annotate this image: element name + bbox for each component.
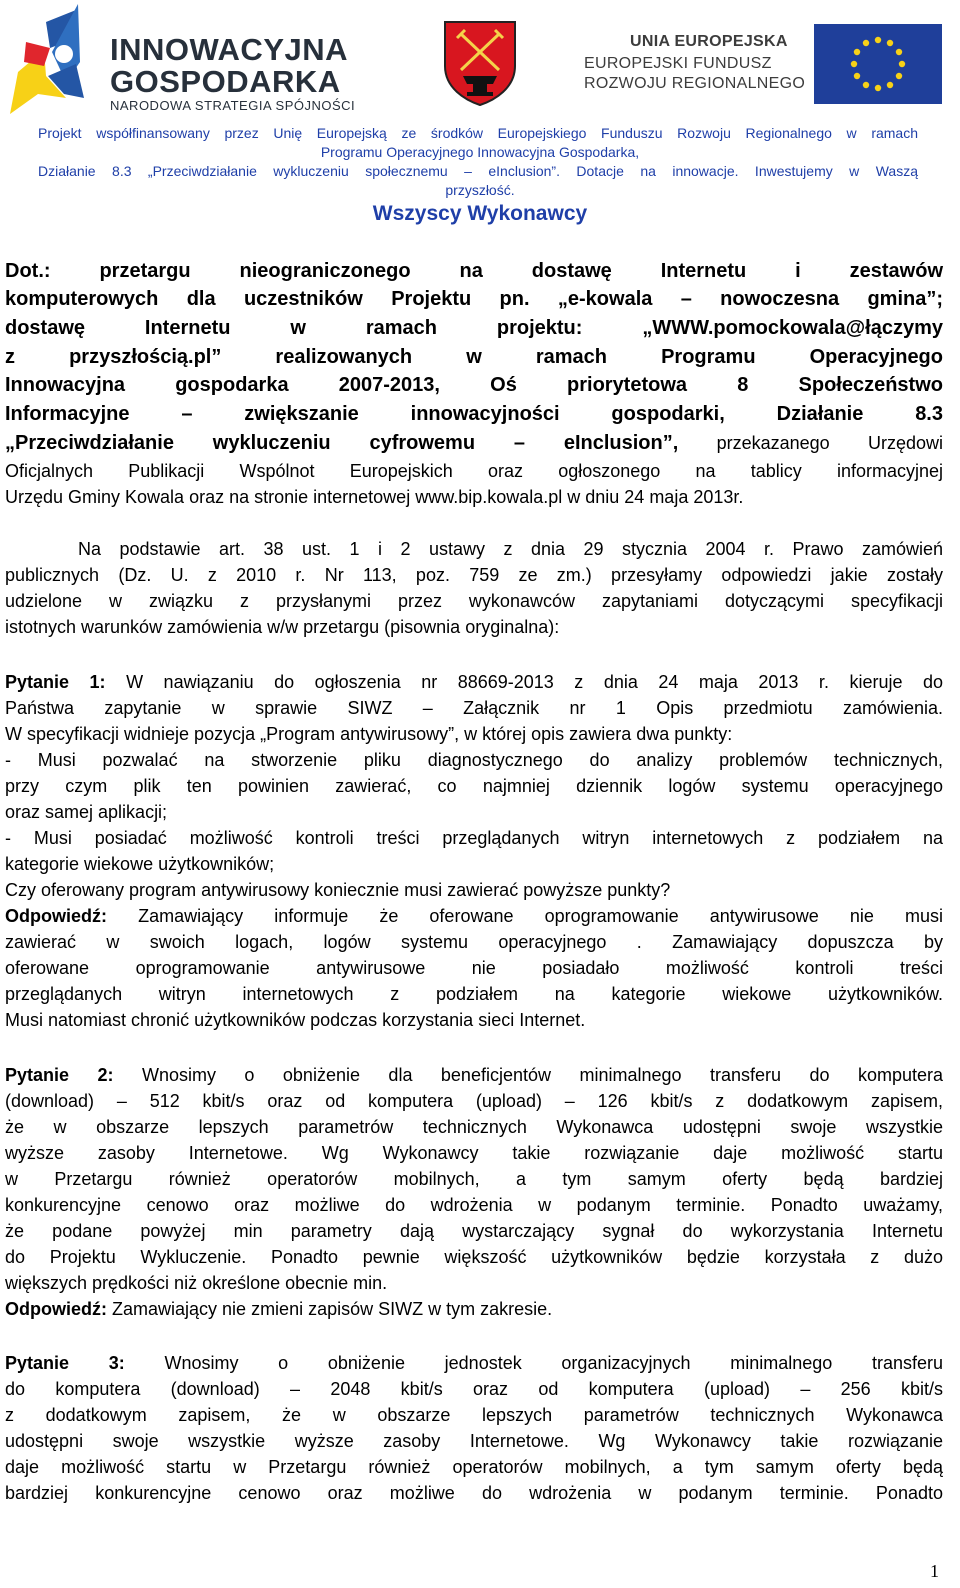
dot-line: Innowacyjna gospodarka 2007-2013, Oś priorytetowa 8 Społeczeństwo [5, 374, 943, 396]
q2-line: w Przetargu również operatorów mobilnych, a tym samym oferty będą bardziej [5, 1169, 943, 1189]
header-line-2: Programu Operacyjnego Innowacyjna Gospodarka, [320, 144, 640, 160]
q1-line: - Musi pozwalać na stworzenie pliku diagnostycznego do analizy problemów technicznych, [5, 750, 943, 770]
q1-answer-line: Odpowiedź: Zamawiający informuje że oferowane oprogramowanie antywirusowe nie musi [5, 906, 943, 926]
q2-label: Pytanie 2: [5, 1065, 114, 1085]
q1-answer-label: Odpowiedź: [5, 906, 107, 926]
dot-line: z przyszłością.pl” realizowanych w ramach Programu Operacyjnego [5, 346, 943, 368]
q2-line: większych prędkości niż określone obecnie min. [5, 1273, 388, 1293]
q2-line: konkurencyjne cenowo oraz możliwe do wdrożenia w podanym terminie. Ponadto uważamy, [5, 1195, 943, 1215]
dot-line: Urzędu Gminy Kowala oraz na stronie internetowej www.bip.kowala.pl w dniu 24 maja 2013r. [5, 487, 744, 507]
q3-line: daje możliwość startu w Przetargu również operatorów mobilnych, a tym samym oferty będą [5, 1457, 943, 1477]
q3-line: Pytanie 3: Wnosimy o obniżenie jednostek organizacyjnych minimalnego transferu [5, 1353, 943, 1373]
q2-line: wyższe zasoby Internetowe. Wg Wykonawcy takie rozwiązanie daje możliwość startu [5, 1143, 943, 1163]
q2-line: do Projektu Wykluczenie. Ponadto pewnie większość użytkowników będzie korzystała z dużo [5, 1247, 943, 1267]
q2-answer-label: Odpowiedź: [5, 1299, 107, 1319]
header-line-3: Działanie 8.3 „Przeciwdziałanie wykluczeniu społecznemu – eInclusion”. Dotacje na innowacje. Inwestujemy w Waszą [38, 163, 918, 179]
eu-fund-line1: EUROPEJSKI FUNDUSZ [584, 55, 772, 72]
header-line-1: Projekt współfinansowany przez Unię Europejską ze środków Europejskiego Funduszu Rozwoju Regionalnego w ramach [38, 125, 918, 141]
q2-line: że w obszarze lepszych parametrów technicznych Wykonawca udostępni swoje wszystkie [5, 1117, 943, 1137]
ig-subtitle: NARODOWA STRATEGIA SPÓJNOŚCI [110, 98, 356, 113]
innowacyjna-gospodarka-logo [6, 2, 376, 120]
q1-line: oraz samej aplikacji; [5, 802, 168, 822]
dot-line: Informacyjne – zwiększanie innowacyjności gospodarki, Działanie 8.3 [5, 403, 943, 425]
header-line-4: przyszłość. [445, 182, 515, 198]
q3-line: udostępni swoje wszystkie wyższe zasoby Internetowe. Wg Wykonawcy takie rozwiązanie [5, 1431, 943, 1451]
q1-answer-line: oferowane oprogramowanie antywirusowe nie posiadało możliwość kontroli treści [5, 958, 943, 978]
dot-line: komputerowych dla uczestników Projektu pn. „e-kowala – nowoczesna gmina”; [5, 288, 943, 310]
q2-answer-line: Odpowiedź: Zamawiający nie zmieni zapisów SIWZ w tym zakresie. [5, 1299, 553, 1319]
q1-answer-line: przeglądanych witryn internetowych z podziałem na kategorie wiekowe użytkowników. [5, 984, 943, 1004]
dot-line: dostawę Internetu w ramach projektu: „WWW.pomockowala@łączymy [5, 317, 943, 339]
intro-line: istotnych warunków zamówienia w/w przetargu (pisownia oryginalna): [5, 617, 560, 637]
ig-emblem-icon [6, 2, 106, 120]
eu-fund-line2: ROZWOJU REGIONALNEGO [584, 75, 806, 92]
intro-line: publicznych (Dz. U. z 2010 r. Nr 113, poz. 759 ze zm.) przesyłamy odpowiedzi jakie zostały [5, 565, 943, 585]
page-title: Wszyscy Wykonawcy [372, 202, 588, 225]
q1-answer-line: Musi natomiast chronić użytkowników podczas korzystania sieci Internet. [5, 1010, 586, 1030]
q1-line: W specyfikacji widnieje pozycja „Program antywirusowy”, w której opis zawiera dwa punkty: [5, 724, 733, 744]
q1-line: Państwa zapytanie w sprawie SIWZ – Załącznik nr 1 Opis przedmiotu zamówienia. [5, 698, 943, 718]
dot-bold-segment: „Przeciwdziałanie wykluczeniu cyfrowemu – eInclusion”, [5, 432, 679, 454]
coat-of-arms-icon [443, 20, 517, 106]
eu-flag-icon [814, 24, 942, 104]
page-number: 1 [930, 1561, 939, 1581]
q1-label: Pytanie 1: [5, 672, 106, 692]
dot-line: Oficjalnych Publikacji Wspólnot Europejskich oraz ogłoszonego na tablicy informacyjnej [5, 461, 943, 481]
q1-line: Czy oferowany program antywirusowy koniecznie musi zawierać powyższe punkty? [5, 880, 671, 900]
intro-line: Na podstawie art. 38 ust. 1 i 2 ustawy z dnia 29 stycznia 2004 r. Prawo zamówień [78, 539, 943, 559]
q3-line: do komputera (download) – 2048 kbit/s oraz od komputera (upload) – 256 kbit/s [5, 1379, 943, 1399]
dot-line [5, 432, 943, 454]
q2-line: Pytanie 2: Wnosimy o obniżenie dla beneficjentów minimalnego transferu do komputera [5, 1065, 943, 1085]
q1-line: - Musi posiadać możliwość kontroli treści przeglądanych witryn internetowych z podziałem na [5, 828, 943, 848]
dot-normal-segment: przekazanego Urzędowi [716, 433, 943, 453]
q1-line: przy czym plik ten powinien zawierać, co najmniej dziennik logów systemu operacyjnego [5, 776, 943, 796]
q2-line: (download) – 512 kbit/s oraz od komputera (upload) – 126 kbit/s z dodatkowym zapisem, [5, 1091, 943, 1111]
q3-line: z dodatkowym zapisem, że w obszarze lepszych parametrów technicznych Wykonawca [5, 1405, 943, 1425]
q3-line: bardziej konkurencyjne cenowo oraz możliwe do wdrożenia w podanym terminie. Ponadto [5, 1483, 943, 1503]
dot-line: Dot.: przetargu nieograniczonego na dostawę Internetu i zestawów [5, 260, 943, 282]
ig-title-line2: GOSPODARKA [110, 64, 341, 99]
q1-line: kategorie wiekowe użytkowników; [5, 854, 275, 874]
q2-line: że podane powyżej min parametry dają wystarczający sygnał do wykorzystania Internetu [5, 1221, 943, 1241]
ig-title-line1: INNOWACYJNA [110, 32, 349, 67]
q3-label: Pytanie 3: [5, 1353, 125, 1373]
q1-answer-line: zawierać w swoich logach, logów systemu operacyjnego . Zamawiający dopuszcza by [5, 932, 943, 952]
eu-title: UNIA EUROPEJSKA [630, 33, 788, 50]
intro-line: udzielone w związku z przysłanymi przez wykonawców zapytaniami dotyczącymi specyfikacji [5, 591, 943, 611]
eu-fund-logo [582, 24, 942, 104]
q1-line: Pytanie 1: W nawiązaniu do ogłoszenia nr 88669-2013 z dnia 24 maja 2013 r. kieruje do [5, 672, 943, 692]
